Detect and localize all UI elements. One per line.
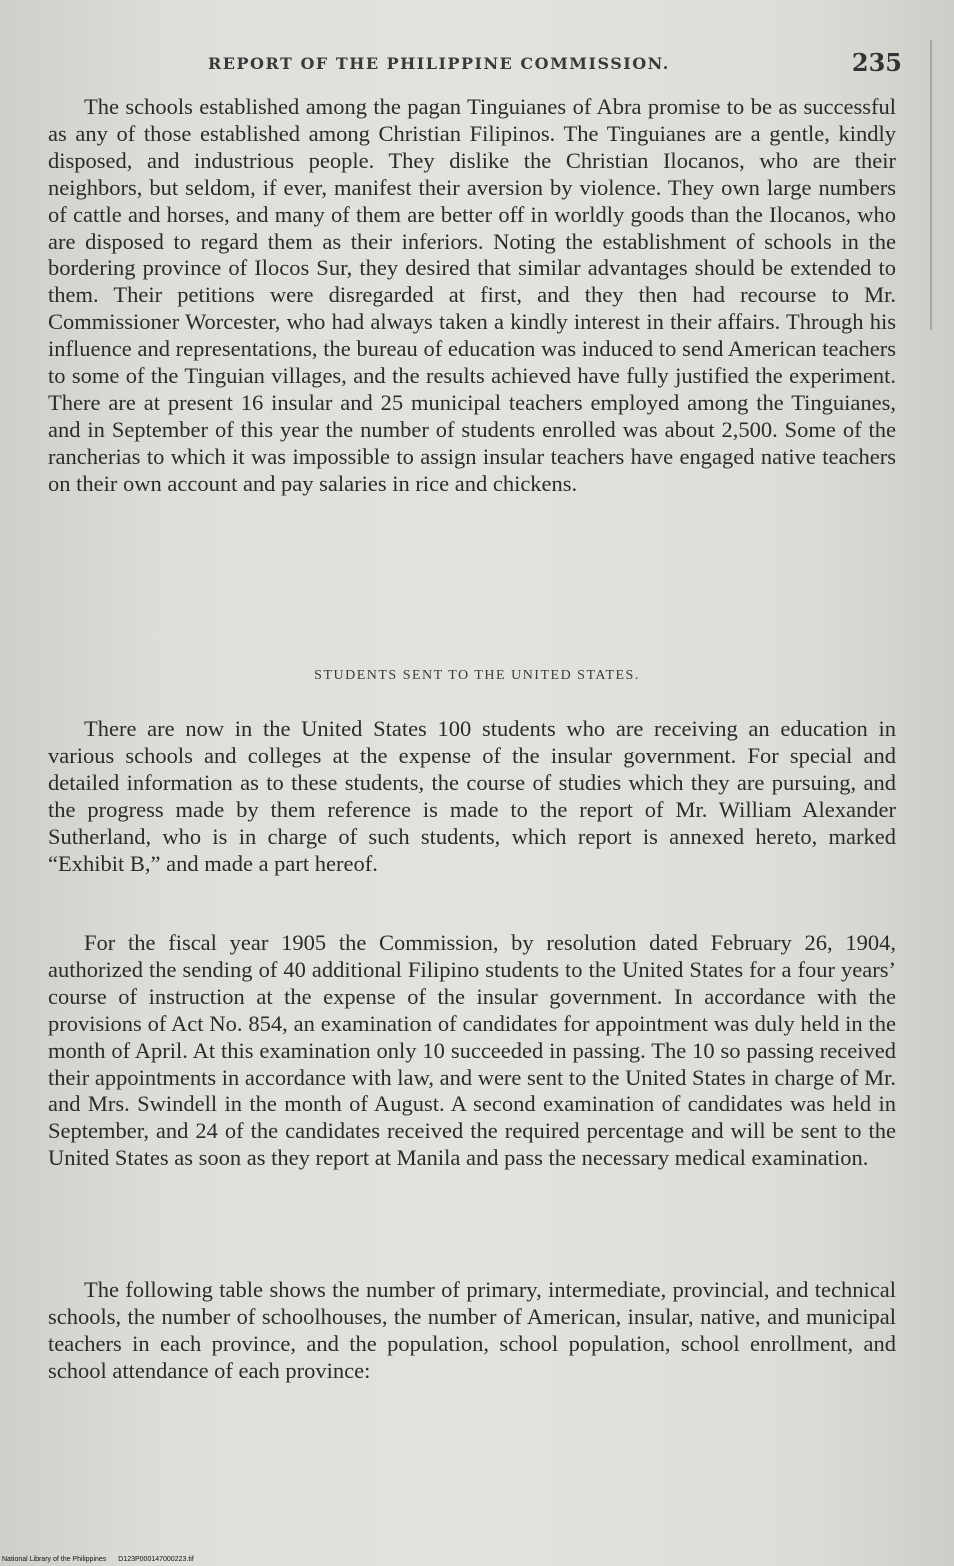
paragraph-students-in-us <box>48 716 896 877</box>
page-header <box>48 44 908 84</box>
footer-library: National Library of the Philippines <box>2 1556 107 1563</box>
paragraph-text: For the fiscal year 1905 the Commission, by resolution dated February 26, 1904, authorized the sending of 40 additional Filipino students to the United States for a four years’ course of instruction at the expense of the insular government. In accordance with the provisions of Act No. 854, an examination of candidates for appointment was duly held in the month of April. At this examination only 10 succeeded in passing. The 10 so passing received their appointments in accordance with law, and were sent to the United States in charge of Mr. and Mrs. Swindell in the month of August. A second examination of candidates was held in September, and 24 of the candidates received the required percentage and will be sent to the United States as soon as they report at Manila and pass the necessary medical examination. <box>48 930 896 1171</box>
paragraph-text: There are now in the United States 100 students who are receiving an education in various schools and colleges at the expense of the insular government. For special and detailed information as to these students, the course of studies which they are pursuing, and the progress made by them reference is made to the report of Mr. William Alexander Sutherland, who is in charge of such students, which report is annexed hereto, marked “Exhibit B,” and made a part hereof. <box>48 716 896 876</box>
paragraph-tinguianes <box>48 94 896 498</box>
section-heading: STUDENTS SENT TO THE UNITED STATES. <box>314 668 640 683</box>
paragraph-table-intro <box>48 1277 896 1385</box>
running-title: REPORT OF THE PHILIPPINE COMMISSION. <box>208 54 670 73</box>
scan-footer <box>2 1556 194 1563</box>
page-number: 235 <box>851 48 902 77</box>
paragraph-fiscal-year-1905 <box>48 930 896 1172</box>
paragraph-text: The schools established among the pagan Tinguianes of Abra promise to be as successful as any of those established among Christian Filipinos. The Tinguianes are a gentle, kindly disposed, and industrious people. They dislike the Christian Ilocanos, who are their neighbors, but seldom, if ever, manifest their aversion by violence. They own large numbers of cattle and horses, and many of them are better off in worldly goods than the Ilocanos, who are disposed to regard them as their inferiors. Noting the establishment of schools in the bordering province of Ilocos Sur, they desired that similar advantages should be extended to them. Their petitions were disregarded at first, and they then had recourse to Mr. Commissioner Worcester, who had always taken a kindly interest in their affairs. Through his influence and representations, the bureau of education was induced to send American teachers to some of the Tinguian villages, and the results achieved have fully justified the experiment. There are at present 16 insular and 25 municipal teachers employed among the Tinguianes, and in September of this year the number of students enrolled was about 2,500. Some of the rancherias to which it was impossible to assign insular teachers have engaged native teachers on their own account and pay salaries in rice and chickens. <box>48 94 896 496</box>
paragraph-text: The following table shows the number of primary, intermediate, provincial, and technical schools, the number of schoolhouses, the number of American, insular, native, and municipal teachers in each province, and the population, school population, school enrollment, and school attendance of each province: <box>48 1277 896 1383</box>
footer-reference: D123P000147000223.tif <box>118 1556 194 1563</box>
scan-edge-line <box>930 40 932 330</box>
